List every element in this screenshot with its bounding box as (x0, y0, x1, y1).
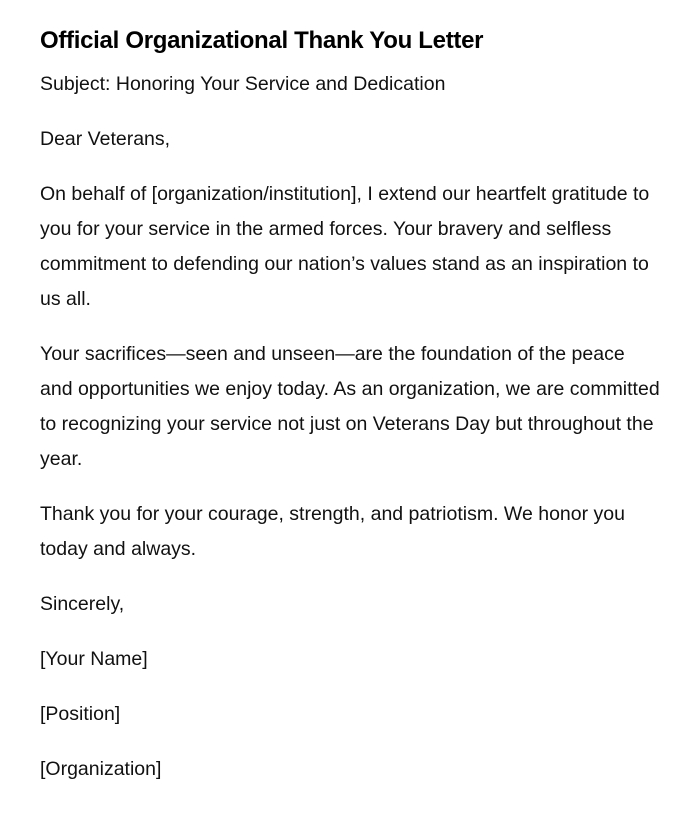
signature-name: [Your Name] (40, 648, 148, 670)
letter-paragraph: On behalf of [organization/institution], I extend our heartfelt gratitude to you for your service in the armed forces. Your bravery and selfless commitment to defending our nation’s values stand as an inspiration to us all. (40, 183, 650, 310)
letter-paragraph: Thank you for your courage, strength, and patriotism. We honor you today and always. (40, 503, 625, 560)
letter-paragraph: Your sacrifices—seen and unseen—are the foundation of the peace and opportunities we enjoy today. As an organization, we are committed to recognizing your service not just on Veterans Day but throughout the year. (40, 343, 660, 470)
letter-closing: Sincerely, (40, 593, 125, 615)
letter-title: Official Organizational Thank You Letter (40, 27, 484, 54)
signature-organization: [Organization] (40, 758, 162, 780)
letter-subject: Subject: Honoring Your Service and Dedication (40, 73, 446, 95)
signature-position: [Position] (40, 703, 121, 725)
letter-salutation: Dear Veterans, (40, 128, 171, 150)
